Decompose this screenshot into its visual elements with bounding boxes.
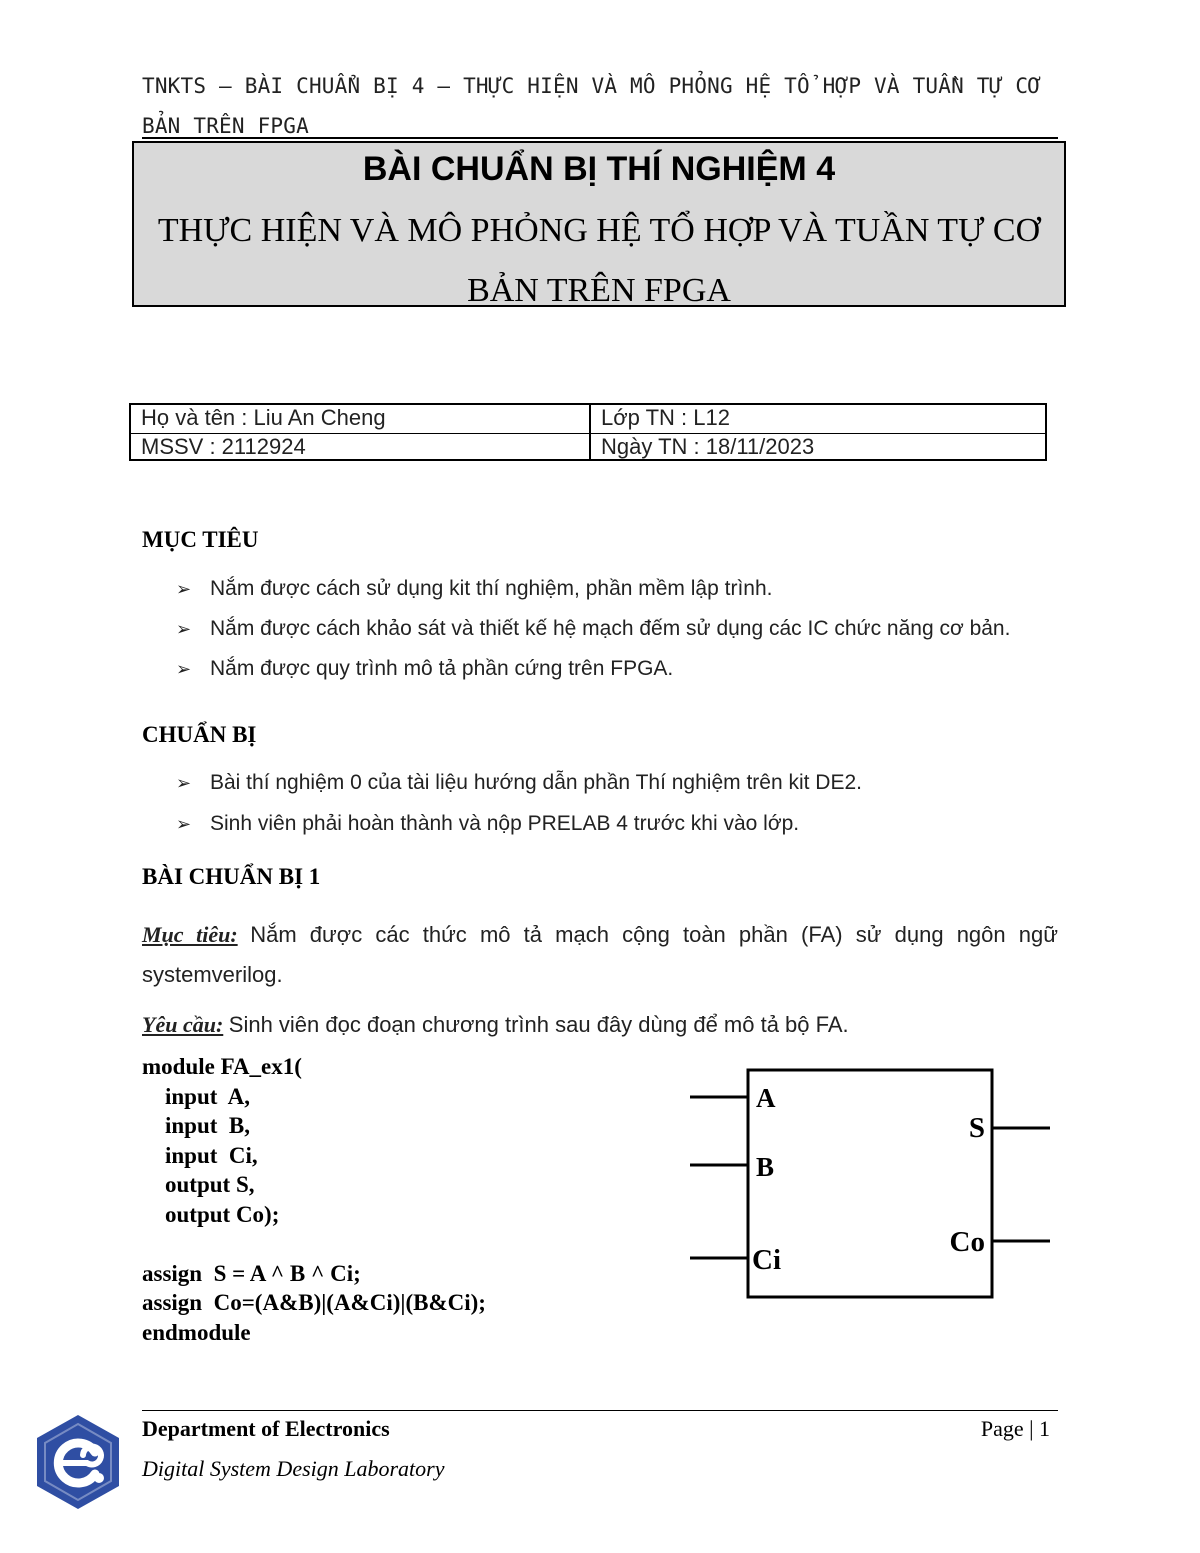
student-class: Lớp TN : L12 <box>601 405 730 430</box>
pin-ci-label: Ci <box>752 1244 781 1276</box>
header-rule <box>142 137 1058 139</box>
requirement-label: Yêu cầu: <box>142 1012 224 1037</box>
list-item: ➢ Sinh viên phải hoàn thành và nộp PRELAB 4 trước khi vào lớp. <box>176 809 799 839</box>
student-info-table <box>129 403 1047 461</box>
page-number: Page | 1 <box>980 1416 1050 1441</box>
document-title: BÀI CHUẨN BỊ THÍ NGHIỆM 4 <box>362 150 836 188</box>
full-adder-block <box>748 1070 992 1297</box>
code-listing: module FA_ex1( input A, input B, input Ci, output S, output Co); assign S = A ^ B ^ Ci; assign Co=(A&B)|(A&Ci)|(B&Ci); endmodule <box>142 1054 486 1345</box>
arrow-bullet-icon: ➢ <box>176 579 192 599</box>
list-item: ➢ Nắm được quy trình mô tả phần cứng trên FPGA. <box>176 654 673 684</box>
pin-s-label: S <box>968 1112 985 1144</box>
footer-department: Department of Electronics <box>142 1416 390 1441</box>
full-adder-diagram <box>680 1060 1060 1310</box>
footer-lab: Digital System Design Laboratory <box>142 1456 445 1481</box>
table-divider-horizontal <box>131 433 1045 434</box>
pin-b-label: B <box>756 1152 775 1182</box>
requirement-text: Sinh viên đọc đoạn chương trình sau đây dùng để mô tả bộ FA. <box>228 1012 849 1037</box>
prelab1-goal <box>142 915 1058 995</box>
student-name: Họ và tên : Liu An Cheng <box>141 405 386 430</box>
document-subtitle: THỰC HIỆN VÀ MÔ PHỎNG HỆ TỔ HỢP VÀ TUẦN TỰ CƠ BẢN TRÊN FPGA <box>157 212 1041 309</box>
electronics-dept-logo-icon <box>33 1412 123 1512</box>
list-item: ➢ Nắm được cách khảo sát và thiết kế hệ mạch đếm sử dụng các IC chức năng cơ bản. <box>176 614 1010 644</box>
footer-rule <box>142 1410 1058 1411</box>
goal-label: Mục tiêu: <box>142 922 238 947</box>
arrow-bullet-icon: ➢ <box>176 814 192 834</box>
arrow-bullet-icon: ➢ <box>176 659 192 679</box>
pin-co-label: Co <box>949 1226 985 1258</box>
preparation-heading: CHUẨN BỊ <box>142 722 257 747</box>
goal-text: Nắm được các thức mô tả mạch cộng toàn phần (FA) sử dụng ngôn ngữ systemverilog. <box>142 922 1058 987</box>
pin-a-label: A <box>756 1083 776 1113</box>
running-header: TNKTS – BÀI CHUẨN BỊ 4 – THỰC HIỆN VÀ MÔ PHỎNG HỆ TỔ HỢP VÀ TUẦN TỰ CƠ BẢN TRÊN FPGA <box>142 74 1042 138</box>
list-item: ➢ Nắm được cách sử dụng kit thí nghiệm, phần mềm lập trình. <box>176 574 772 604</box>
arrow-bullet-icon: ➢ <box>176 619 192 639</box>
objectives-heading: MỤC TIÊU <box>142 527 259 552</box>
prelab1-heading: BÀI CHUẨN BỊ 1 <box>142 864 321 889</box>
table-divider-vertical <box>589 405 591 459</box>
title-box <box>132 141 1066 307</box>
lab-date: Ngày TN : 18/11/2023 <box>601 434 815 459</box>
arrow-bullet-icon: ➢ <box>176 773 192 793</box>
student-id: MSSV : 2112924 <box>141 434 306 459</box>
prelab1-requirement <box>142 1010 849 1040</box>
list-item: ➢ Bài thí nghiệm 0 của tài liệu hướng dẫn phần Thí nghiệm trên kit DE2. <box>176 768 862 798</box>
